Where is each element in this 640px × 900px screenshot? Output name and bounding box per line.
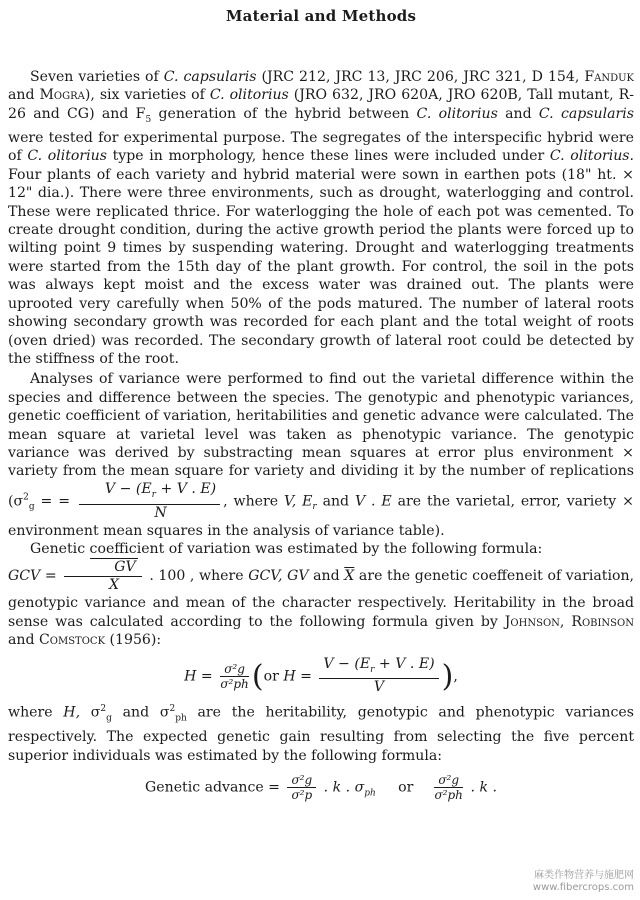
genetic-advance-equation: Genetic advance = $\frac{\text{σ²g}}{\text{σ²p}}$ . k . $\sigma_{ph}$ or $\frac{\text{σ²g}}{\text{σ²ph}}$ . k . — [145, 773, 497, 803]
heritability-equation: H = $\frac{\text{σ²g}}{\text{σ²ph}}$ (or H = $\frac{V - (E_r + V . E)}{V}$ ), — [184, 655, 458, 696]
watermark-line-url: www.fibercrops.com — [532, 882, 634, 893]
paragraph-gcv: Genetic coefficient of variation was estimated by the following formula: GCV = $\frac{GV}{X}$ . 100 , where GCV, GV and $\overline{X}$ are the genetic coeffeneit of variation, genotypic variance and mean of the character respectively. Heritability in the broad sense was calculated according to the following formula given by Johnson, Robinson and Comstock (1956): — [8, 540, 635, 649]
genotypic-variance-fraction: $\frac{V - (E_r + V . E)}{N}$ — [79, 481, 220, 522]
watermark-line-cn: 麻类作物营养与施肥网 — [534, 870, 634, 881]
section-heading: Material and Methods — [225, 7, 417, 25]
gcv-fraction: $\frac{GV}{X}$ — [64, 558, 141, 594]
paragraph-analysis: Analyses of variance were performed to find out the varietal difference within the species and difference between the species. The genotypic and phenotypic variances, genetic coefficient of variation, heritabilities and genetic advance were calculated. The mean square at varietal level was taken as phenotypic variance. The genotypic variance was derived by substracting mean squares at error plus environment × variety from the mean square for variety and dividing it by the number of replications ($\sigma^2_g$ = = $\frac{V - (E_r + V . E)}{N}$ , where V, $E_r$ and V . E are the varietal, error, variety × environment mean squares in the analysis of variance table). — [8, 371, 634, 539]
paragraph-heritability: where H, $\sigma^2_g$ and $\sigma^2_{ph}$ are the heritability, genotypic and phenotypic variances respectively. The expected genetic gain resulting from selecting the five percent superior individuals was estimated by the following formula: — [8, 704, 634, 764]
watermark — [533, 870, 634, 894]
paragraph-materials: Seven varieties of C. capsularis (JRC 212, JRC 13, JRC 206, JRC 321, D 154, Fanduk and Mogra), six varieties of C. olitorius (JRO 632, JRO 620A, JRO 620B, Tall mutant, R-26 and CG) and $F_5$ generation of the hybrid between C. olitorius and C. capsularis were tested for experimental purpose. The segregates of the interspecific hybrid were of C. olitorius type in morphology, hence these lines were included under C. olitorius. Four plants of each variety and hybrid material were sown in earthen pots (18" ht. × 12" dia.). There were three environments, such as drought, waterlogging and control. These were replicated thrice. For waterlogging the hole of each pot was cemented. To create drought condition, during the active growth period the plants were forced up to wilting point 9 times by suspending watering. Drought and waterlogging treatments were started from the 15th day of the plant growth. For control, the soil in the pots was always kept moist and the excess water was drained out. The plants were uprooted very carefully when 50% of the pods matured. The number of lateral roots showing secondary growth was recorded for each plant and the total weight of roots (oven dried) was recorded. The secondary growth of lateral root could be detected by the stiffness of the root. — [8, 69, 635, 367]
